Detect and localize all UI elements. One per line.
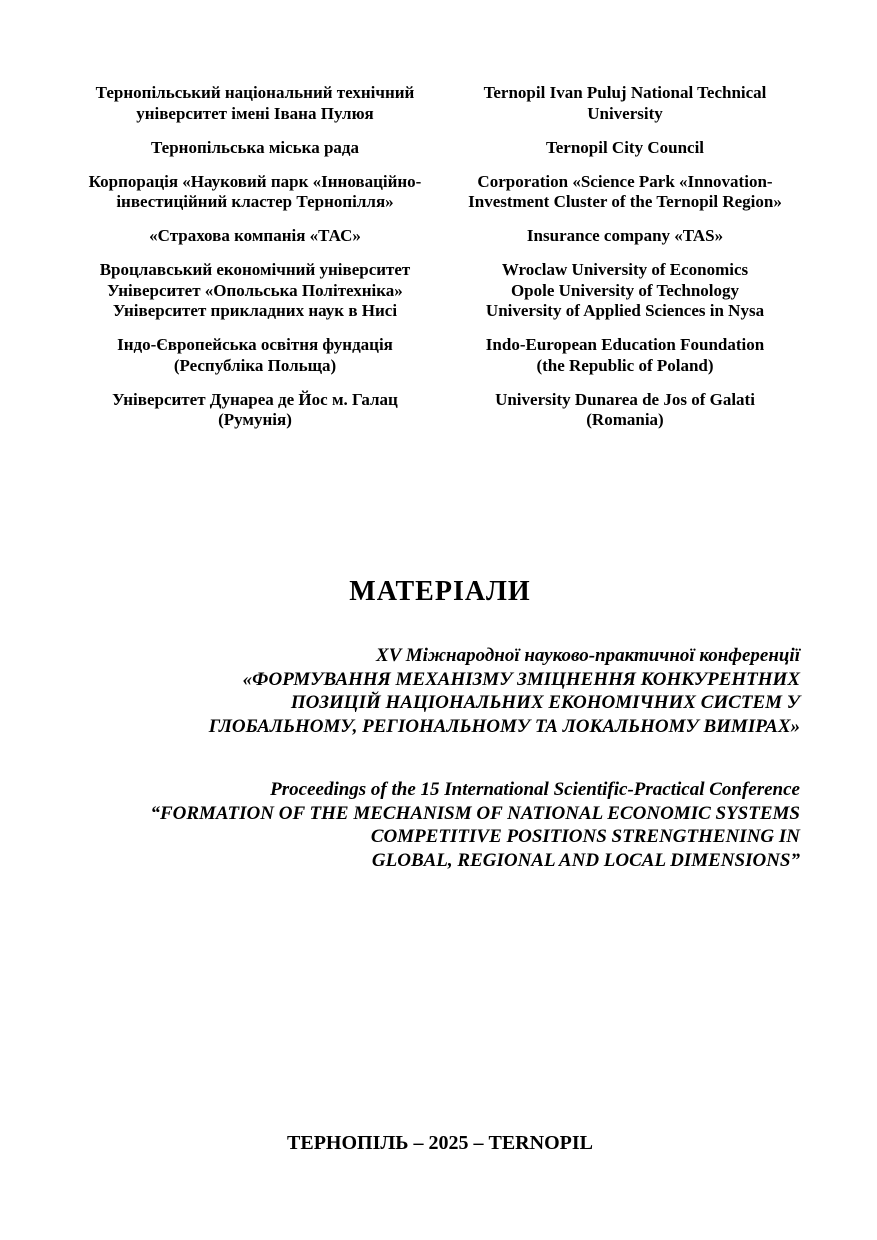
- org-line: Університет Дунареа де Йос м. Галац: [112, 389, 398, 409]
- org-group-science-park-en: [450, 172, 800, 213]
- conference-line: GLOBAL, REGIONAL AND LOCAL DIMENSIONS”: [371, 849, 800, 871]
- org-line: Corporation «Science Park «Innovation-: [477, 171, 773, 191]
- org-line: Індо-Європейська освітня фундація: [117, 335, 393, 354]
- org-group-tntu-uk: [80, 83, 430, 124]
- org-group-foundation-uk: [80, 335, 430, 376]
- org-line: Opole University of Technology: [510, 280, 740, 300]
- org-group-insurance-en: [450, 226, 800, 247]
- org-group-foundation-en: [450, 335, 800, 376]
- org-line: «Страхова компанія «ТАС»: [149, 226, 361, 245]
- org-group-city-council-en: [450, 138, 800, 159]
- org-line: Університет прикладних наук в Нисі: [112, 301, 398, 320]
- org-group-city-council-uk: [80, 138, 430, 159]
- org-line: University Dunarea de Jos of Galati: [495, 389, 755, 409]
- conference-line: «ФОРМУВАННЯ МЕХАНІЗМУ ЗМІЦНЕННЯ КОНКУРЕНТНИХ: [242, 668, 800, 690]
- conference-line: COMPETITIVE POSITIONS STRENGTHENING IN: [370, 826, 800, 847]
- org-group-insurance-uk: [80, 226, 430, 247]
- org-line: Ternopil City Council: [545, 137, 705, 157]
- org-group-galati-en: [450, 390, 800, 431]
- imprint-line: ТЕРНОПІЛЬ – 2025 – TERNOPIL: [287, 1132, 593, 1154]
- conference-line: Proceedings of the 15 International Scientific-Practical Conference: [270, 779, 800, 800]
- org-line: University of Applied Sciences in Nysa: [485, 301, 765, 320]
- org-line: (Республіка Польща): [173, 355, 337, 375]
- org-line: Тернопільська міська рада: [150, 137, 360, 157]
- conference-title-english: [80, 778, 800, 872]
- org-line: Університет «Опольська Політехніка»: [107, 280, 403, 300]
- org-group-galati-uk: [80, 390, 430, 431]
- org-line: (Румунія): [218, 410, 292, 429]
- org-line: Тернопільський національний технічний: [95, 83, 415, 102]
- conference-line: ГЛОБАЛЬНОМУ, РЕГІОНАЛЬНОМУ ТА ЛОКАЛЬНОМУ ВИМІРАХ»: [208, 715, 800, 737]
- org-line: University: [587, 103, 663, 123]
- org-line: Investment Cluster of the Ternopil Region»: [468, 192, 782, 211]
- conference-title-ukrainian: [80, 644, 800, 738]
- org-line: Wroclaw University of Economics: [501, 260, 749, 279]
- conference-line: XV Міжнародної науково-практичної конференції: [376, 645, 800, 666]
- conference-line: ПОЗИЦІЙ НАЦІОНАЛЬНИХ ЕКОНОМІЧНИХ СИСТЕМ У: [290, 692, 800, 713]
- org-column-ukrainian: [80, 83, 430, 444]
- org-line: (Romania): [586, 410, 664, 429]
- org-line: Insurance company «TAS»: [526, 226, 724, 245]
- org-line: інвестиційний кластер Тернопілля»: [116, 192, 394, 211]
- organizations-section: [80, 83, 800, 444]
- org-line: (the Republic of Poland): [536, 355, 714, 375]
- org-group-science-park-uk: [80, 172, 430, 213]
- org-line: Корпорація «Науковий парк «Інноваційно-: [88, 171, 422, 191]
- org-group-universities-en: [450, 260, 800, 322]
- conference-line: “FORMATION OF THE MECHANISM OF NATIONAL ECONOMIC SYSTEMS: [150, 802, 800, 824]
- org-column-english: [450, 83, 800, 444]
- org-group-tntu-en: [450, 83, 800, 124]
- org-group-universities-uk: [80, 260, 430, 322]
- org-line: університет імені Івана Пулюя: [136, 103, 374, 123]
- org-line: Ternopil Ivan Puluj National Technical: [483, 83, 767, 102]
- org-line: Вроцлавський економічний університет: [99, 260, 411, 279]
- org-line: Indo-European Education Foundation: [485, 335, 765, 354]
- proceedings-title: МАТЕРІАЛИ: [349, 576, 531, 607]
